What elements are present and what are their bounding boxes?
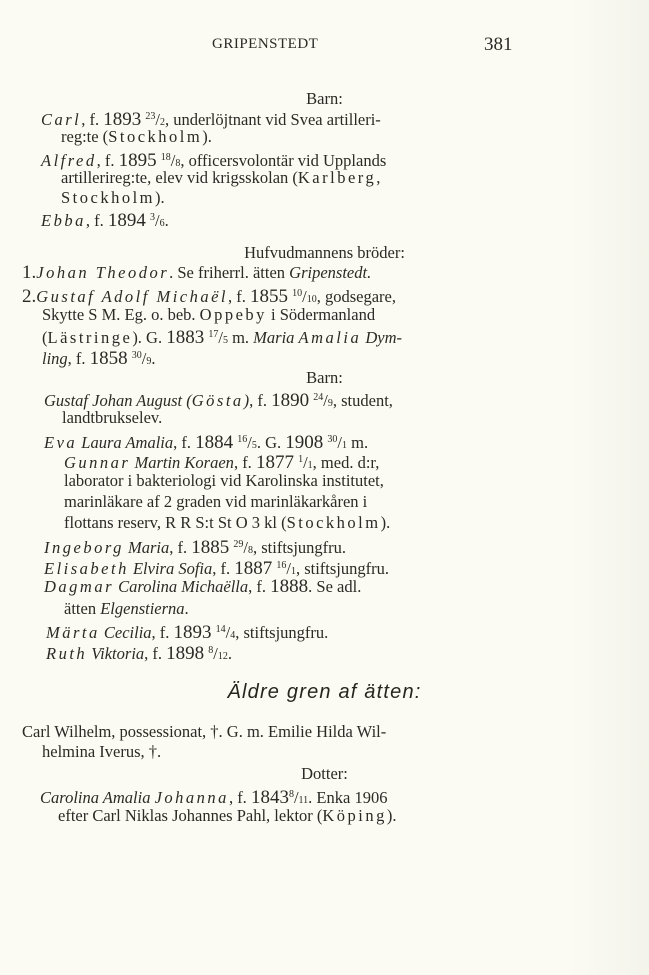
entry-carolina-amalia-cont: efter Carl Niklas Johannes Pahl, lektor (Köping). xyxy=(58,806,397,825)
page-edge-shadow xyxy=(569,0,649,975)
section-heading-barn-2: Barn: xyxy=(306,368,343,387)
entry-ebba: Ebba, f. 1894 $^3$/6. xyxy=(41,210,169,231)
entry-dagmar: Dagmar Carolina Michaëlla, f. 1888. Se adl. xyxy=(44,576,362,597)
entry-alfred-cont1: artillerireg:te, elev vid krigsskolan (Karlberg, xyxy=(61,168,383,187)
entry-dagmar-cont: ätten Elgenstierna. xyxy=(64,599,189,618)
entry-marta: Märta Cecilia, f. 1893 $^{14}$/4, stiftsjungfru. xyxy=(46,622,329,643)
section-heading-brothers: Hufvudmannens bröder: xyxy=(244,243,405,262)
entry-carl-wilhelm-cont: helmina Iverus, †. xyxy=(42,742,162,761)
entry-ruth: Ruth Viktoria, f. 1898 $^8$/12. xyxy=(46,643,232,664)
entry-gustaf-johan-cont: landtbrukselev. xyxy=(62,408,163,427)
entry-johan-theodor: 1.Johan Theodor. Se friherrl. ätten Gripenstedt. xyxy=(22,262,372,283)
entry-carl-cont: reg:te (Stockholm). xyxy=(61,127,212,146)
page-number: 381 xyxy=(484,34,513,55)
running-title: GRIPENSTEDT xyxy=(212,36,319,52)
section-heading-barn: Barn: xyxy=(306,89,343,108)
entry-alfred-cont2: Stockholm). xyxy=(61,188,165,207)
page-header xyxy=(0,36,649,56)
entry-eva-laura-cont3: marinläkare af 2 graden vid marinläkarkåren i xyxy=(64,492,368,511)
entry-elisabeth: Elisabeth Elvira Sofia, f. 1887 $^{16}$/1, stiftsjungfru. xyxy=(44,558,390,579)
entry-gustaf-adolf-cont1: Skytte S M. Eg. o. beb. Oppeby i Södermanland xyxy=(42,305,376,324)
entry-carl: Carl, f. 1893 $^{23}$/2, underlöjtnant vid Svea artilleri- xyxy=(41,109,381,130)
entry-carolina-amalia: Carolina Amalia Johanna, f. 1843$^8$/11. Enka 1906 xyxy=(40,787,388,808)
entry-gustaf-adolf-cont2: (Lästringe). G. 1883 $^{17}$/5 m. Maria Amalia Dym- xyxy=(42,327,402,348)
entry-eva-laura-cont1: Gunnar Martin Koraen, f. 1877 $^1$/1, med. d:r, xyxy=(64,452,380,473)
entry-gustaf-johan: Gustaf Johan August (Gösta), f. 1890 $^{24}$/9, student, xyxy=(44,390,393,411)
section-heading-dotter: Dotter: xyxy=(301,764,348,783)
entry-eva-laura-cont4: flottans reserv, R R S:t St O 3 kl (Stockholm). xyxy=(64,513,391,532)
entry-gustaf-adolf-cont3: ling, f. 1858 $^{30}$/9. xyxy=(42,348,156,369)
section-heading-older-branch: Äldre gren af ätten: xyxy=(227,681,422,703)
entry-ingeborg: Ingeborg Maria, f. 1885 $^{29}$/8, stiftsjungfru. xyxy=(44,537,347,558)
entry-eva-laura-cont2: laborator i bakteriologi vid Karolinska institutet, xyxy=(64,471,384,490)
entry-alfred: Alfred, f. 1895 $^{18}$/8, officersvolontär vid Upplands xyxy=(41,150,387,171)
entry-gustaf-adolf: 2.Gustaf Adolf Michaël, f. 1855 $^{10}$/10, godsegare, xyxy=(22,286,396,307)
entry-carl-wilhelm: Carl Wilhelm, possessionat, †. G. m. Emilie Hilda Wil- xyxy=(22,722,387,741)
entry-eva-laura: Eva Laura Amalia, f. 1884 $^{16}$/5. G. 1908 $^{30}$/1 m. xyxy=(44,432,369,453)
